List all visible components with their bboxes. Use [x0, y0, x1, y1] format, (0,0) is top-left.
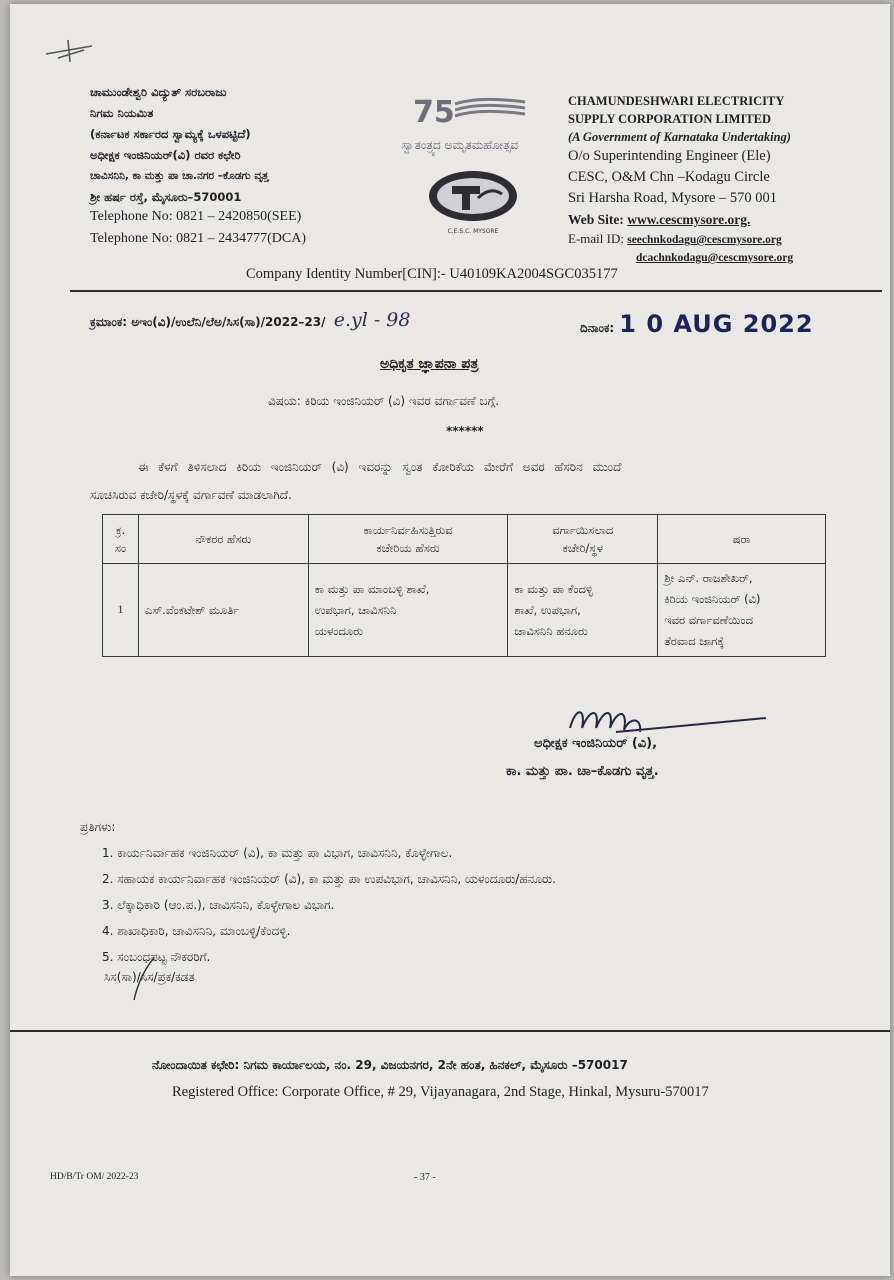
table-row — [103, 564, 826, 657]
telephone-block — [90, 206, 306, 250]
document-code: HD/B/Tr OM/ 2022-23 — [50, 1172, 139, 1182]
government-undertaking: (A Government of Karnataka Undertaking) — [568, 130, 791, 144]
date-stamp: 1 0 AUG 2022 — [619, 310, 814, 338]
kannada-header-line: ಚಾವಿಸನಿನಿ, ಕಾ ಮತ್ತು ಪಾ ಚಾ.ನಗರ –ಕೊಡಗು ವೃತ್ತ — [90, 170, 269, 182]
75-logo-icon — [375, 90, 545, 134]
column-header: ವರ್ಗಾಯಿಸಲಾದ ಕಚೇರಿ/ಸ್ಥಳ — [508, 515, 658, 564]
table-cell: ಕಾ ಮತ್ತು ಪಾ ಕೆಂದಳ್ಳಿ ಶಾಖೆ, ಉಪಭಾಗ, ಚಾವಿಸನಿನಿ ಹನೂರು — [508, 564, 658, 657]
file-code: ಸಿಸ(ಸಾ)/ಸಿಸ/ಪ್ರಕ/ಕಡತ — [104, 970, 195, 984]
subject-line: ವಿಷಯ: ಕಿರಿಯ ಇಂಜಿನಿಯರ್ (ವಿ) ಇವರ ವರ್ಗಾವಣೆ ಬಗ್ಗೆ. — [268, 394, 500, 408]
registered-office-kannada: ನೋಂದಾಯಿತ ಕಛೇರಿ: ನಿಗಮ ಕಾರ್ಯಾಲಯ, ನಂ. 29, ವಿಜಯನಗರ, 2ನೇ ಹಂತ, ಹಿನಕಲ್, ಮೈಸೂರು –570017 — [152, 1058, 628, 1072]
cin-line: Company Identity Number[CIN]:- U40109KA2004SGC035177 — [246, 266, 618, 282]
header-rule — [70, 290, 882, 292]
english-header — [568, 92, 878, 266]
kannada-header-line: ಅಧೀಕ್ಷಕ ಇಂಜಿನಿಯರ್(ವಿ) ರವರ ಕಛೇರಿ — [90, 148, 241, 162]
column-header: ಷರಾ — [658, 515, 826, 564]
copies-label: ಪ್ರತಿಗಳು: — [80, 820, 116, 834]
signature-designation: ಅಧೀಕ್ಷಕ ಇಂಜಿನಿಯರ್ (ವಿ), — [534, 736, 658, 751]
document-page — [10, 4, 890, 1276]
email-link[interactable]: seechnkodagu@cescmysore.org — [627, 234, 782, 246]
table-header-row — [103, 515, 826, 564]
pen-mark — [40, 36, 100, 66]
kannada-header-line: (ಕರ್ನಾಟಕ ಸರ್ಕಾರದ ಸ್ವಾಮ್ಯಕ್ಕೆ ಒಳಪಟ್ಟಿದೆ) — [90, 127, 251, 141]
column-header: ಕಾರ್ಯನಿರ್ವಹಿಸುತ್ತಿರುವ ಕಚೇರಿಯ ಹೆಸರು — [308, 515, 508, 564]
kannada-header — [90, 82, 390, 208]
list-item: 2. ಸಹಾಯಕ ಕಾರ್ಯನಿರ್ವಾಹಕ ಇಂಜಿನಿಯರ್ (ವಿ), ಕಾ ಮತ್ತು ಪಾ ಉಪವಿಭಾಗ, ಚಾವಿಸನಿನಿ, ಯಳಂದೂರು/ಹನೂರು. — [102, 872, 556, 886]
kannada-header-line: ಚಾಮುಂಡೇಶ್ವರಿ ವಿದ್ಯುತ್ ಸರಬರಾಜು — [90, 85, 227, 99]
handwritten-reference: e.yl - 98 — [333, 309, 411, 331]
body-line: ಸೂಚಿಸಿರುವ ಕಚೇರಿ/ಸ್ಥಳಕ್ಕೆ ವರ್ಗಾವಣೆ ಮಾಡಲಾಗಿದೆ. — [90, 488, 292, 502]
copies-list — [102, 840, 556, 970]
table-cell: 1 — [103, 564, 139, 657]
cesc-emblem-icon — [426, 168, 520, 224]
company-name-line: SUPPLY CORPORATION LIMITED — [568, 112, 772, 126]
registered-office-english: Registered Office: Corporate Office, # 29, Vijayanagara, 2nd Stage, Hinkal, Mysuru-570017 — [172, 1084, 709, 1100]
office-line: O/o Superintending Engineer (Ele) — [568, 148, 771, 164]
office-address: Sri Harsha Road, Mysore – 570 001 — [568, 190, 778, 206]
separator-stars: ****** — [446, 424, 484, 438]
list-item: 4. ಶಾಖಾಧಿಕಾರಿ, ಚಾವಿಸನಿನಿ, ಮಾಂಬಳ್ಳಿ/ಕೆಂದಳ್ಳಿ. — [102, 924, 291, 938]
website-label: Web Site: — [568, 212, 624, 227]
kannada-header-line: ನಿಗಮ ನಿಯಮಿತ — [90, 106, 154, 120]
website-link[interactable]: www.cescmysore.org. — [627, 212, 751, 227]
telephone-line: Telephone No: 0821 – 2420850(SEE) — [90, 209, 302, 224]
company-name-line: CHAMUNDESHWARI ELECTRICITY — [568, 94, 785, 108]
cesc-logo — [426, 168, 520, 234]
cesc-logo-text: C.E.S.C. MYSORE — [447, 228, 499, 235]
column-header: ನೌಕರರ ಹೆಸರು — [138, 515, 308, 564]
date-label: ದಿನಾಂಕ: — [580, 321, 615, 335]
footer-rule — [10, 1030, 890, 1032]
table-cell: ಎಸ್.ವೆಂಕಟೇಶ್ ಮೂರ್ತಿ — [138, 564, 308, 657]
memo-title: ಅಧಿಕೃತ ಜ್ಞಾಪನಾ ಪತ್ರ — [380, 356, 479, 372]
reference-number-label: ಕ್ರಮಾಂಕ: ಅಇಂ(ವಿ)/ಉಲೆನಿ/ಲೆಅ/ಸಿಸ(ಸಾ)/2022–23/ — [90, 315, 326, 329]
email-link[interactable]: dcachnkodagu@cescmysore.org — [636, 252, 794, 264]
transfer-table — [102, 514, 826, 657]
office-line: CESC, O&M Chn –Kodagu Circle — [568, 169, 770, 185]
signature-office: ಕಾ. ಮತ್ತು ಪಾ. ಚಾ–ಕೊಡಗು ವೃತ್ತ. — [506, 764, 659, 779]
column-header: ಕ್ರ. ಸಂ — [103, 515, 139, 564]
reference-number — [90, 309, 410, 331]
email-label: E-mail ID: — [568, 231, 624, 246]
list-item: 1. ಕಾರ್ಯನಿರ್ವಾಹಕ ಇಂಜಿನಿಯರ್ (ವಿ), ಕಾ ಮತ್ತು ಪಾ ವಿಭಾಗ, ಚಾವಿಸನಿನಿ, ಕೊಳ್ಳೇಗಾಲ. — [102, 846, 453, 860]
date-block — [580, 310, 814, 338]
list-item: 5. ಸಂಬಂಧಪಟ್ಟ ನೌಕರರಿಗೆ. — [102, 950, 211, 964]
table-cell: ಶ್ರೀ ಎನ್. ರಾಜಶೇಖರ್, ಕಿರಿಯ ಇಂಜಿನಿಯರ್ (ವಿ) ಇವರ ವರ್ಗಾವಣೆಯಿಂದ ತೆರವಾದ ಜಾಗಕ್ಕೆ — [658, 564, 826, 657]
amrit-logo-text: ಸ್ವಾತಂತ್ರ್ಯದ ಅಮೃತಮಹೋತ್ಸವ — [401, 138, 519, 152]
svg-text:75: 75 — [413, 95, 455, 130]
page-number: - 37 - — [414, 1172, 436, 1183]
table-cell: ಕಾ ಮತ್ತು ಪಾ ಮಾಂಬಳ್ಳಿ ಶಾಖೆ, ಉಪಭಾಗ, ಚಾವಿಸನಿನಿ ಯಳಂದೂರು — [308, 564, 508, 657]
amrit-mahotsav-logo — [375, 90, 545, 160]
body-line: ಈ ಕೆಳಗೆ ತಿಳಿಸಲಾದ ಕಿರಿಯ ಇಂಜಿನಿಯರ್ (ವಿ) ಇವರನ್ನು ಸ್ವಂತ ಕೋರಿಕೆಯ ಮೇರೆಗೆ ಅವರ ಹೆಸರಿನ ಮುಂದೆ — [138, 460, 622, 474]
telephone-line: Telephone No: 0821 – 2434777(DCA) — [90, 231, 306, 246]
pen-stroke — [120, 954, 170, 1004]
kannada-header-line: ಶ್ರೀ ಹರ್ಷ ರಸ್ತೆ, ಮೈಸೂರು–570001 — [90, 190, 242, 204]
list-item: 3. ಲೆಕ್ಕಾಧಿಕಾರಿ (ಆಂ.ಪ.), ಚಾವಿಸನಿನಿ, ಕೊಳ್ಳೇಗಾಲ ವಿಭಾಗ. — [102, 898, 335, 912]
